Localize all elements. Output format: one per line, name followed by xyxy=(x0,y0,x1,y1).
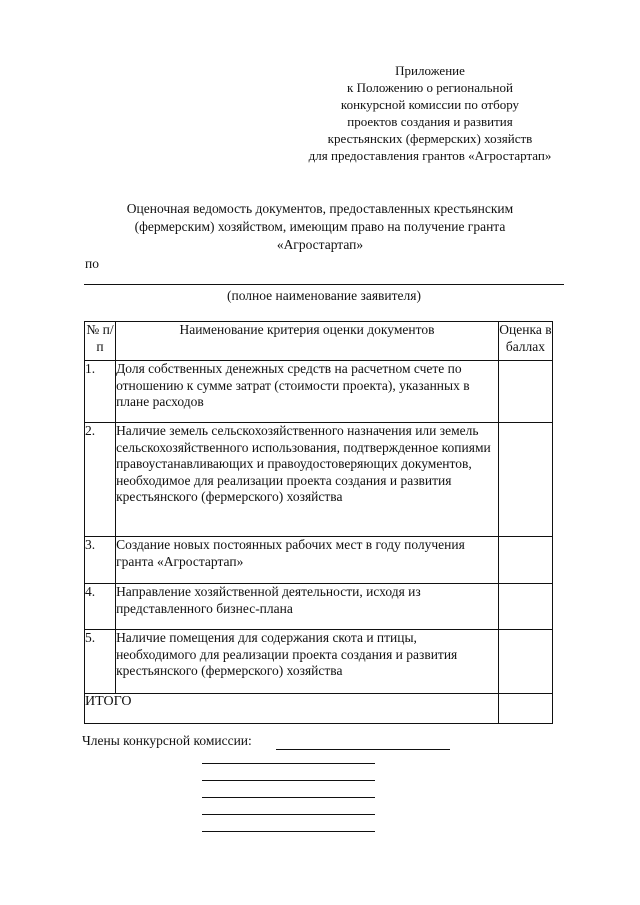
table-row xyxy=(85,630,553,694)
row-number: 4. xyxy=(85,584,116,630)
signature-line[interactable] xyxy=(202,797,375,798)
row-criterion: Доля собственных денежных средств на расчетном счете по отношению к сумме затрат (стоимости проекта), указанных в плане расходов xyxy=(116,361,499,423)
title-line: «Агростартап» xyxy=(276,237,364,252)
table-row xyxy=(85,423,553,537)
document-title xyxy=(90,200,550,254)
row-score-cell[interactable] xyxy=(498,537,552,584)
row-number: 3. xyxy=(85,537,116,584)
row-score-cell[interactable] xyxy=(498,630,552,694)
row-criterion: Создание новых постоянных рабочих мест в году получения гранта «Агростартап» xyxy=(116,537,499,584)
signature-line[interactable] xyxy=(202,814,375,815)
applicant-name-line xyxy=(84,284,564,285)
total-score-cell[interactable] xyxy=(498,694,552,724)
table-row xyxy=(85,584,553,630)
appendix-line: конкурсной комиссии по отбору xyxy=(340,97,520,112)
table-header-row xyxy=(85,322,553,361)
row-score-cell[interactable] xyxy=(498,584,552,630)
row-criterion: Наличие земель сельскохозяйственного назначения или земель сельскохозяйственного использования, подтвержденное копиями правоустанавливающих и правоудостоверяющих документов, необходимое для реализации проекта создания и развития крестьянского (фермерского) хозяйства xyxy=(116,423,499,537)
header-score: Оценка в баллах xyxy=(498,322,552,361)
signature-line[interactable] xyxy=(202,763,375,764)
row-score-cell[interactable] xyxy=(498,361,552,423)
row-number: 5. xyxy=(85,630,116,694)
row-criterion: Наличие помещения для содержания скота и птицы, необходимого для реализации проекта создания и развития крестьянского (фермерского) хозяйства xyxy=(116,630,499,694)
header-criterion: Наименование критерия оценки документов xyxy=(116,322,499,361)
signature-line[interactable] xyxy=(276,749,450,750)
appendix-line: проектов создания и развития xyxy=(347,114,513,129)
title-line: (фермерским) хозяйством, имеющим право на получение гранта xyxy=(134,219,506,234)
title-line: Оценочная ведомость документов, предоставленных крестьянским xyxy=(126,201,514,216)
row-number: 2. xyxy=(85,423,116,537)
po-label: по xyxy=(85,256,99,271)
row-criterion: Направление хозяйственной деятельности, исходя из представленного бизнес-плана xyxy=(116,584,499,630)
appendix-line: к Положению о региональной xyxy=(347,80,513,95)
applicant-caption: (полное наименование заявителя) xyxy=(227,288,421,303)
appendix-line: Приложение xyxy=(395,63,465,78)
criteria-table xyxy=(84,321,553,724)
total-label: ИТОГО xyxy=(85,694,499,724)
appendix-line: для предоставления грантов «Агростартап» xyxy=(308,148,552,163)
appendix-line: крестьянских (фермерских) хозяйств xyxy=(327,131,533,146)
header-number: № п/п xyxy=(85,322,116,361)
row-number: 1. xyxy=(85,361,116,423)
signature-line[interactable] xyxy=(202,780,375,781)
table-row xyxy=(85,361,553,423)
signature-line[interactable] xyxy=(202,831,375,832)
row-score-cell[interactable] xyxy=(498,423,552,537)
table-row xyxy=(85,537,553,584)
commission-members-label: Члены конкурсной комиссии: xyxy=(82,733,252,748)
total-row xyxy=(85,694,553,724)
appendix-header xyxy=(280,62,580,164)
